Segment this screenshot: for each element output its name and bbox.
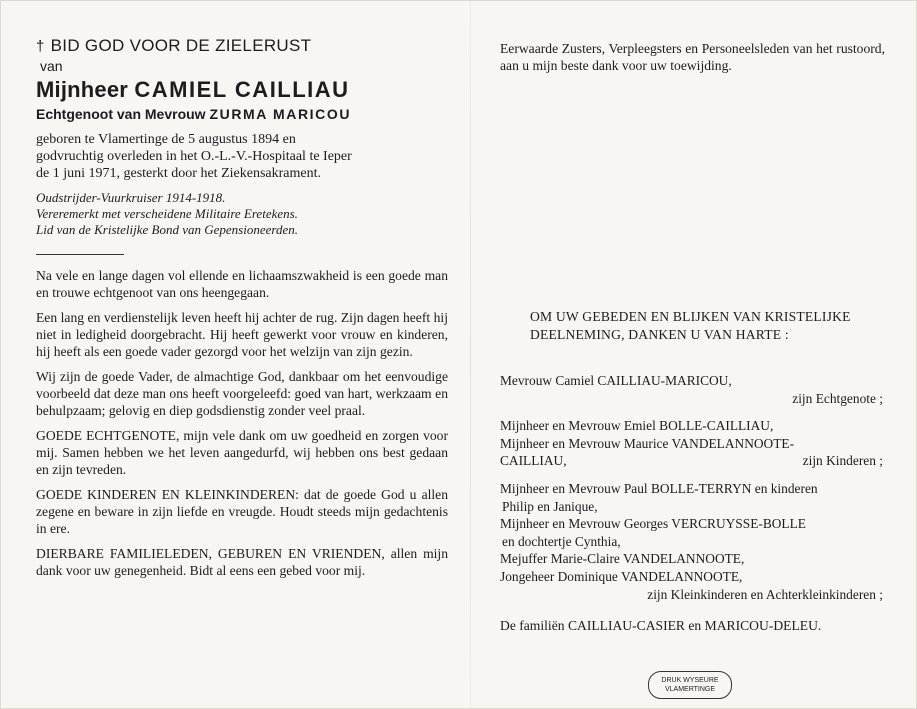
biography (36, 131, 386, 182)
honor-line: Oudstrijder-Vuurkruiser 1914-1918. (36, 190, 226, 205)
stamp-line: DRUK WYSEURE (661, 677, 719, 684)
thanks-line: OM UW GEBEDEN EN BLIJKEN VAN KRISTELIJKE (530, 309, 851, 324)
spouse-line (36, 105, 456, 123)
right-panel (500, 40, 895, 635)
deceased-name (36, 77, 456, 103)
family-role: zijn Echtgenote ; (792, 390, 883, 406)
paragraph: GOEDE ECHTGENOTE, mijn vele dank om uw goedheid en zorgen voor mij. Samen hebben we het leven aangedurfd, wij hebben ons best gedaan en zijn tevreden. (36, 428, 448, 477)
deceased-name-text: CAMIEL CAILLIAU (134, 77, 350, 102)
stamp-line: VLAMERTINGE (664, 686, 716, 693)
left-panel (36, 36, 456, 587)
printer-stamp (648, 671, 732, 699)
spouse-group (500, 372, 895, 407)
bio-line: de 1 juni 1971, gesterkt door het Ziekensakrament. (36, 166, 321, 181)
cross-icon: † (36, 38, 45, 55)
extended-families: De familiën CAILLIAU-CASIER en MARICOU-DELEU. (500, 618, 822, 634)
spouse-prefix: Echtgenoot van Mevrouw (36, 106, 206, 122)
family-line-row (500, 452, 895, 470)
prayer-heading (36, 36, 456, 57)
family-line: Jongeheer Dominique VANDELANNOOTE, (500, 568, 743, 584)
paragraph: DIERBARE FAMILIELEDEN, GEBUREN EN VRIENDEN, allen mijn dank voor uw genegenheid. Bidt al eens een gebed voor mij. (36, 546, 448, 578)
staff-thanks: Eerwaarde Zusters, Verpleegsters en Personeelsleden van het rustoord, aan u mijn beste dank voor uw toewijding. (500, 41, 885, 73)
van-label: van (40, 58, 63, 74)
honor-line: Vereremerkt met verscheidene Militaire Eretekens. (36, 206, 298, 221)
paragraph: Wij zijn de goede Vader, de almachtige God, dankbaar om het eenvoudige voorbeeld dat deze man ons heeft voorgeleefd: goed van hart, werkzaam en behulpzaam; gelovig en diep godsdienstig zonder veel praal. (36, 369, 448, 418)
family-line: Mijnheer en Mevrouw Paul BOLLE-TERRYN en kinderen (500, 480, 818, 496)
family-role: zijn Kinderen ; (802, 453, 883, 469)
family-line: Philip en Janique, (502, 498, 598, 514)
family-line: en dochtertje Cynthia, (502, 533, 621, 549)
family-line: Mijnheer en Mevrouw Georges VERCRUYSSE-BOLLE (500, 516, 806, 532)
thanks-heading (530, 308, 890, 344)
honor-line: Lid van de Kristelijke Bond van Gepensioneerden. (36, 222, 298, 237)
thanks-line: DEELNEMING, DANKEN U VAN HARTE : (530, 327, 789, 342)
honors (36, 190, 456, 238)
spouse-name: ZURMA MARICOU (209, 106, 352, 122)
divider (36, 254, 124, 255)
card-fold (470, 0, 471, 709)
prayer-text: BID GOD VOOR DE ZIELERUST (50, 36, 312, 55)
paragraph: GOEDE KINDEREN EN KLEINKINDEREN: dat de goede God u allen zegene en beware in zijn liefde en vreugde. Houdt steeds mijn gedachtenis in ere. (36, 487, 448, 536)
grandchildren-group (500, 480, 895, 603)
family-line: Mijnheer en Mevrouw Emiel BOLLE-CAILLIAU, (500, 418, 774, 434)
family-line: Mejuffer Marie-Claire VANDELANNOOTE, (500, 551, 745, 567)
title-prefix: Mijnheer (36, 77, 129, 102)
paragraph: Na vele en lange dagen vol ellende en lichaamszwakheid is een goede man en trouwe echtgenoot van ons heengegaan. (36, 268, 448, 300)
family-line: CAILLIAU, (500, 453, 567, 469)
paragraph: Een lang en verdienstelijk leven heeft hij achter de rug. Zijn dagen heeft hij niet in ledigheid doorgebracht. Hij heeft gewerkt voor vrouw en kinderen, hij heeft als een goede vader gezorgd voor het welzijn van zijn gezin. (36, 310, 448, 359)
children-group (500, 417, 895, 470)
family-role: zijn Kleinkinderen en Achterkleinkinderen ; (647, 586, 883, 602)
bio-line: godvruchtig overleden in het O.-L.-V.-Hospitaal te Ieper (36, 149, 352, 164)
family-line: Mijnheer en Mevrouw Maurice VANDELANNOOTE- (500, 435, 795, 451)
family-line: Mevrouw Camiel CAILLIAU-MARICOU, (500, 373, 732, 388)
bio-line: geboren te Vlamertinge de 5 augustus 1894 en (36, 132, 296, 147)
